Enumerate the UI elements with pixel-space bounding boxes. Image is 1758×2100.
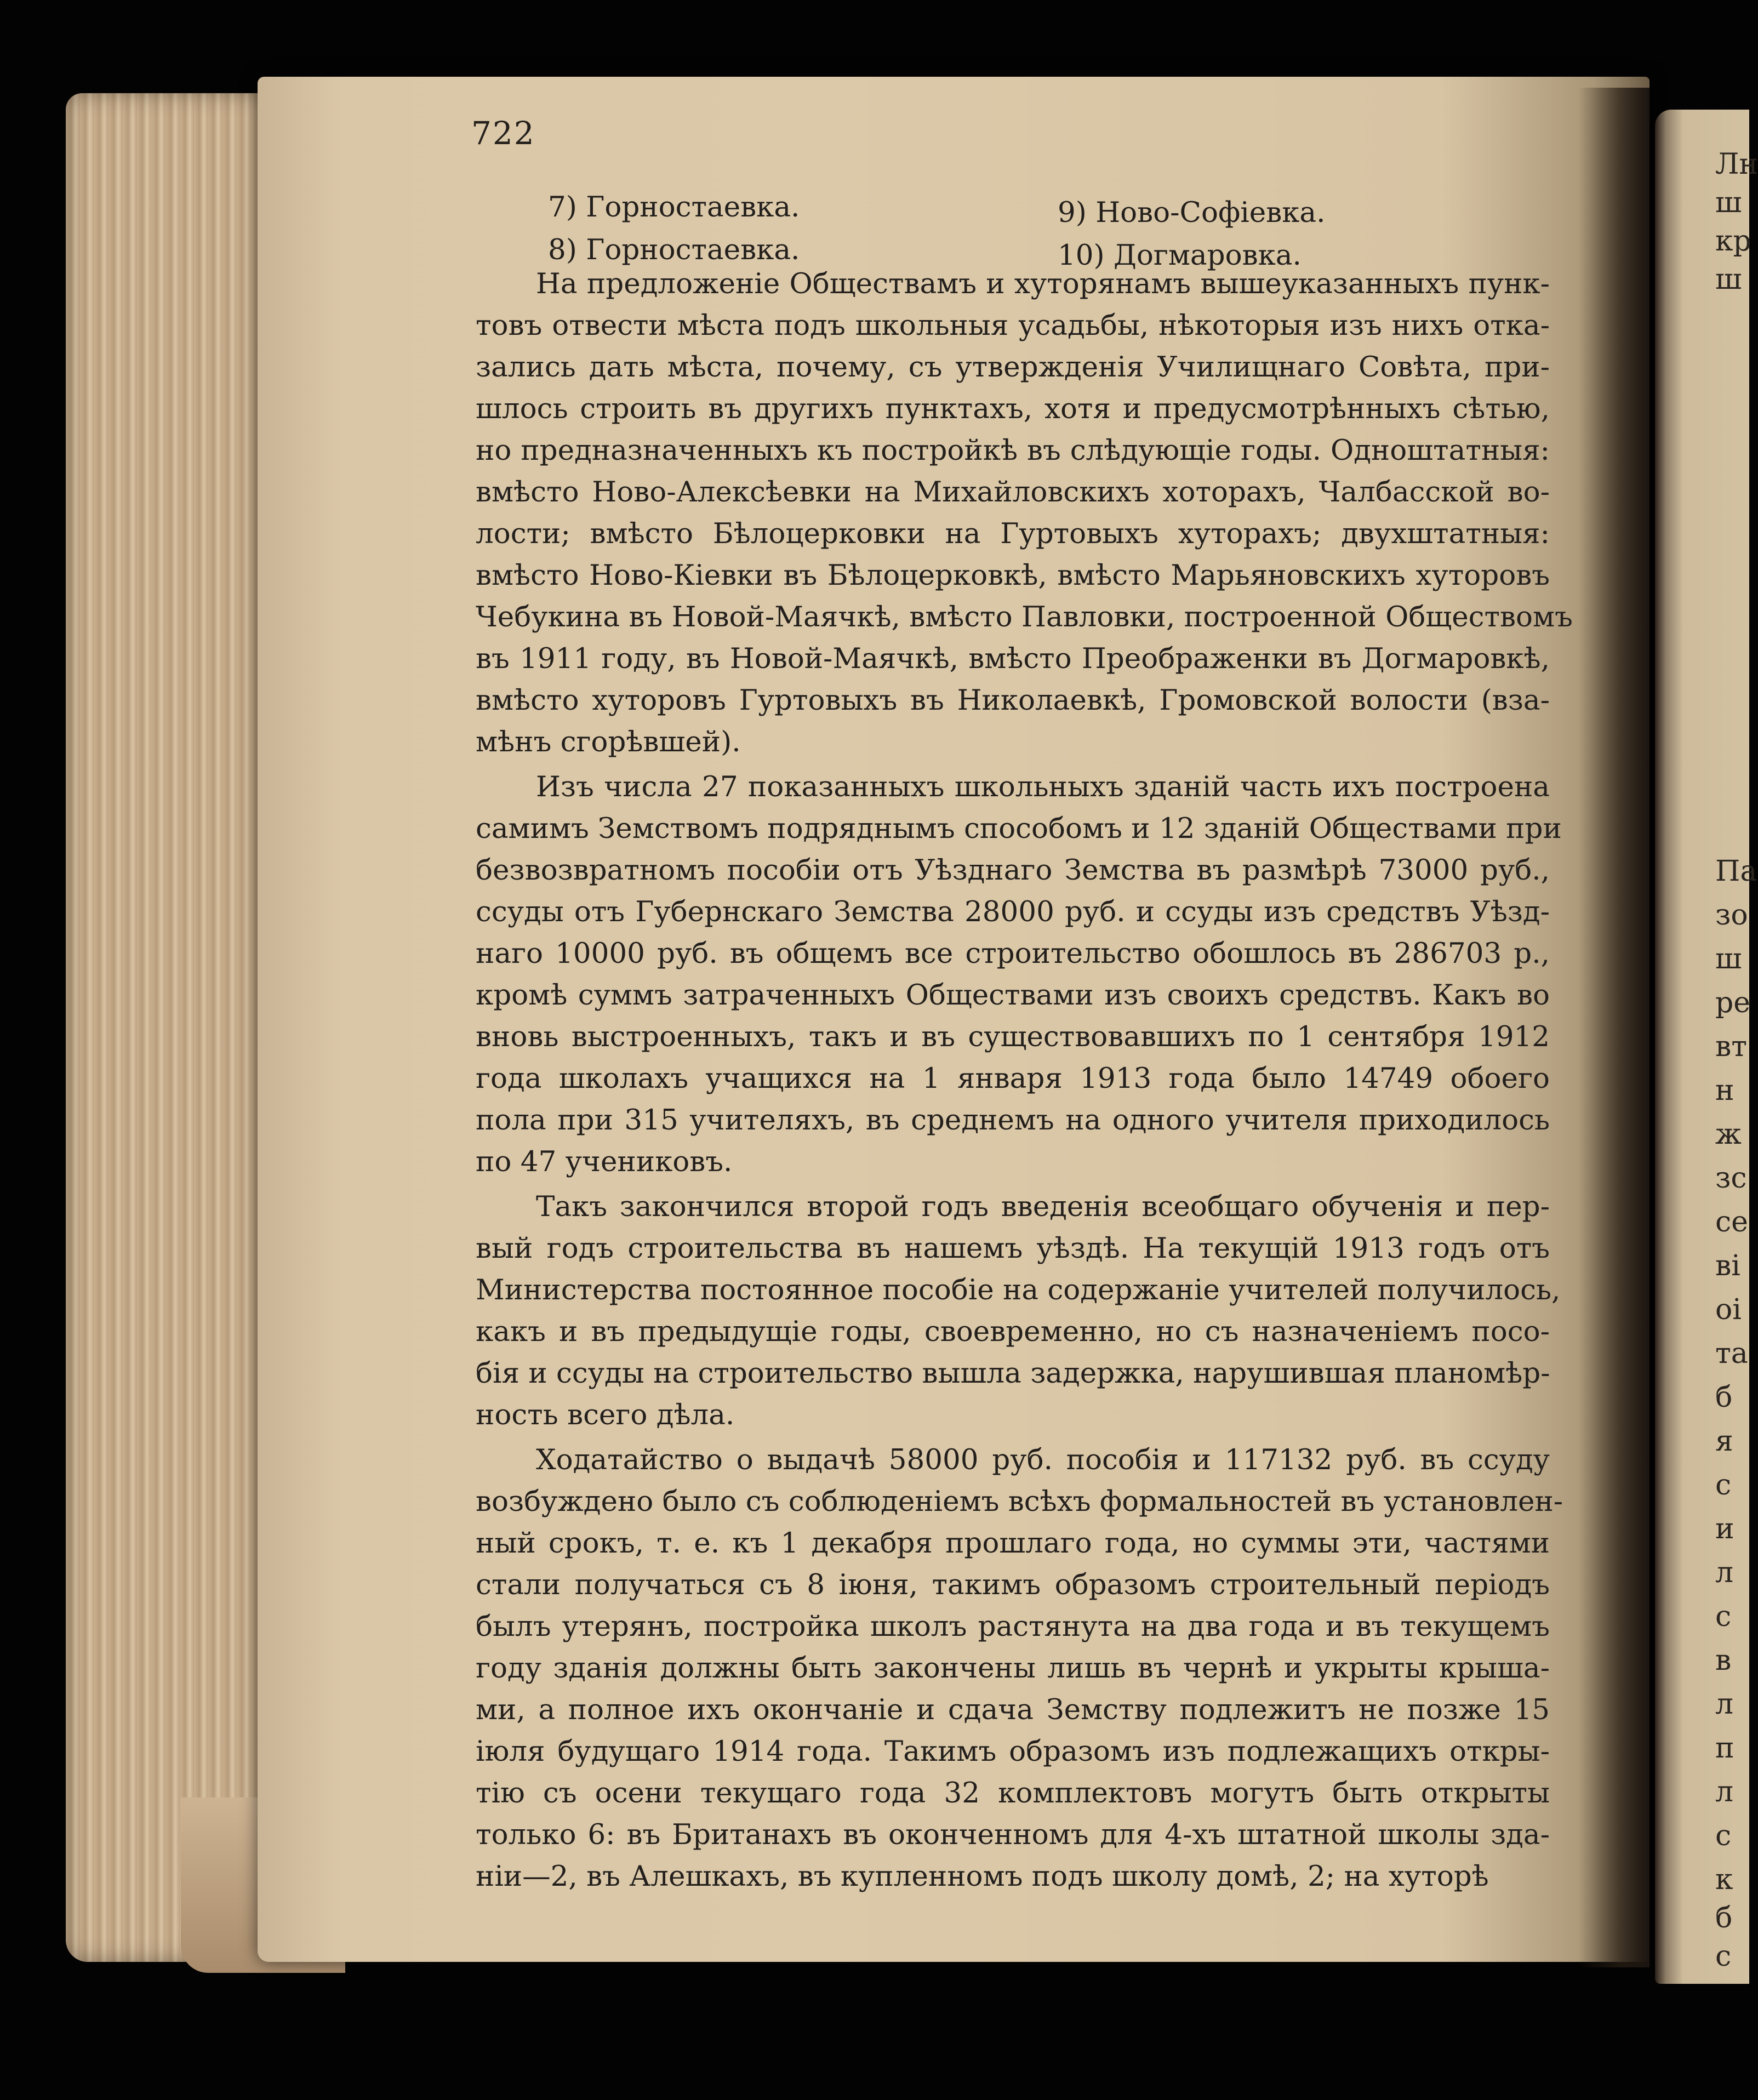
next-page-fragment: зо bbox=[1715, 899, 1748, 932]
text-line: Такъ закончился второй годъ введенія всеобщаго обученія и пер- bbox=[536, 1190, 1550, 1223]
text-line: ссуды отъ Губернскаго Земства 28000 руб. и ссуды изъ средствъ Уѣзд- bbox=[476, 895, 1550, 928]
text-line: іюля будущаго 1914 года. Такимъ образомъ изъ подлежащихъ откры- bbox=[476, 1735, 1550, 1768]
text-line: пола при 315 учителяхъ, въ среднемъ на одного учителя приходилось bbox=[476, 1104, 1550, 1137]
text-line: самимъ Земствомъ подряднымъ способомъ и 12 зданій Обществами при bbox=[476, 812, 1562, 845]
text-line: возбуждено было съ соблюденіемъ всѣхъ формальностей въ установлен- bbox=[476, 1485, 1563, 1518]
text-line: былъ утерянъ, постройка школъ растянута на два года и въ текущемъ bbox=[476, 1610, 1550, 1643]
paragraph bbox=[476, 766, 1562, 1183]
paragraph bbox=[476, 1439, 1563, 1897]
text-line: безвозвратномъ пособіи отъ Уѣзднаго Земства въ размѣрѣ 73000 руб., bbox=[476, 854, 1550, 887]
text-line: вый годъ строительства въ нашемъ уѣздѣ. На текущій 1913 годъ отъ bbox=[476, 1232, 1550, 1265]
paragraph bbox=[476, 263, 1573, 763]
next-page-fragment: Па bbox=[1715, 855, 1757, 888]
text-line: бія и ссуды на строительство вышла задержка, нарушившая планомѣр- bbox=[476, 1357, 1550, 1390]
next-page-fragment: оі bbox=[1715, 1293, 1742, 1326]
text-line: мѣнъ сгорѣвшей). bbox=[476, 726, 741, 758]
next-page-fragment: в bbox=[1715, 1644, 1732, 1677]
text-line: кромѣ суммъ затраченныхъ Обществами изъ своихъ средствъ. Какъ во bbox=[476, 979, 1550, 1012]
next-page-fragment: и bbox=[1715, 1513, 1734, 1545]
next-page-fragment: вт bbox=[1715, 1030, 1748, 1063]
next-page-fragment: н bbox=[1715, 1074, 1734, 1107]
next-page-fragment: се bbox=[1715, 1206, 1748, 1239]
next-page-fragment: б bbox=[1715, 1902, 1733, 1934]
text-line: ность всего дѣла. bbox=[476, 1399, 735, 1431]
text-line: лости; вмѣсто Бѣлоцерковки на Гуртовыхъ хуторахъ; двухштатныя: bbox=[476, 517, 1550, 550]
text-line: Министерства постоянное пособіе на содержаніе учителей получилось, bbox=[476, 1274, 1561, 1306]
next-page-edge bbox=[1655, 110, 1758, 1984]
text-line: только 6: въ Британахъ въ оконченномъ для 4-хъ штатной школы зда- bbox=[476, 1818, 1550, 1851]
next-page-fragment: с bbox=[1715, 1469, 1732, 1502]
text-line: Ходатайство о выдачѣ 58000 руб. пособія и 117132 руб. въ ссуду bbox=[536, 1443, 1550, 1476]
body-text bbox=[476, 263, 1573, 1897]
text-line: какъ и въ предыдущіе годы, своевременно, но съ назначеніемъ посо- bbox=[476, 1315, 1550, 1348]
next-page-fragment: кр bbox=[1715, 225, 1751, 258]
next-page-fragment: л bbox=[1715, 1688, 1734, 1721]
text-line: но предназначенныхъ къ постройкѣ въ слѣдующіе годы. Одноштатныя: bbox=[476, 434, 1550, 467]
text-line: стали получаться съ 8 іюня, такимъ образомъ строительный періодъ bbox=[476, 1568, 1550, 1601]
next-page-fragment: Лн bbox=[1715, 148, 1758, 181]
text-line: вновь выстроенныхъ, такъ и въ существовавшихъ по 1 сентября 1912 bbox=[476, 1020, 1550, 1053]
next-page-fragment: я bbox=[1715, 1425, 1733, 1458]
next-page-fragment: б bbox=[1715, 1381, 1733, 1414]
next-page-fragment: к bbox=[1715, 1863, 1733, 1896]
next-page-fragment: ш bbox=[1715, 263, 1742, 296]
text-line: зались дать мѣста, почему, съ утвержденія Училищнаго Совѣта, при- bbox=[476, 351, 1550, 384]
paragraph bbox=[476, 1186, 1561, 1436]
list-item-8: 8) Горностаевка. bbox=[548, 233, 800, 266]
text-line: тію съ осени текущаго года 32 комплектовъ могутъ быть открыты bbox=[476, 1777, 1550, 1810]
text-line: вмѣсто хуторовъ Гуртовыхъ въ Николаевкѣ, Громовской волости (вза- bbox=[476, 684, 1550, 717]
text-line: ный срокъ, т. е. къ 1 декабря прошлаго года, но суммы эти, частями bbox=[476, 1527, 1550, 1560]
text-line: шлось строить въ другихъ пунктахъ, хотя и предусмотрѣнныхъ сѣтью, bbox=[476, 392, 1550, 425]
next-page-fragment: с bbox=[1715, 1940, 1732, 1973]
text-line: Чебукина въ Новой-Маячкѣ, вмѣсто Павловки, построенной Обществомъ bbox=[476, 601, 1573, 634]
text-line: по 47 учениковъ. bbox=[476, 1145, 733, 1178]
list-item-10: 10) Догмаровка. bbox=[1058, 239, 1302, 272]
text-line: вмѣсто Ново-Кіевки въ Бѣлоцерковкѣ, вмѣсто Марьяновскихъ хуторовъ bbox=[476, 559, 1550, 592]
text-line: году зданія должны быть закончены лишь въ чернѣ и укрыты крыша- bbox=[476, 1652, 1550, 1685]
next-page-fragment: п bbox=[1715, 1732, 1734, 1765]
next-page-fragment: л bbox=[1715, 1556, 1734, 1589]
gutter-shadow bbox=[1578, 88, 1649, 1967]
text-line: вмѣсто Ново-Алексѣевки на Михайловскихъ хоторахъ, Чалбасской во- bbox=[476, 476, 1550, 509]
text-line: ніи—2, въ Алешкахъ, въ купленномъ подъ школу домѣ, 2; на хуторѣ bbox=[476, 1860, 1489, 1893]
next-page-fragment: ш bbox=[1715, 186, 1742, 219]
text-line: товъ отвести мѣста подъ школьныя усадьбы, нѣкоторыя изъ нихъ отка- bbox=[476, 309, 1550, 342]
text-line: ми, а полное ихъ окончаніе и сдача Земству подлежитъ не позже 15 bbox=[476, 1693, 1550, 1726]
next-page-fragment: та bbox=[1715, 1337, 1748, 1370]
text-line: года школахъ учащихся на 1 января 1913 года было 14749 обоего bbox=[476, 1062, 1550, 1095]
next-page-fragment: ві bbox=[1715, 1249, 1740, 1282]
text-line: наго 10000 руб. въ общемъ все строительство обошлось въ 286703 р., bbox=[476, 937, 1550, 970]
text-line: На предложеніе Обществамъ и хуторянамъ вышеуказанныхъ пунк- bbox=[536, 267, 1550, 300]
next-page-fragment: ш bbox=[1715, 943, 1742, 975]
next-page-fragment: зс bbox=[1715, 1162, 1747, 1195]
text-line: Изъ числа 27 показанныхъ школьныхъ зданій часть ихъ построена bbox=[536, 771, 1550, 803]
next-page-fragment: ж bbox=[1715, 1118, 1742, 1151]
next-page-fragment: с bbox=[1715, 1819, 1732, 1852]
next-page-fragment: с bbox=[1715, 1600, 1732, 1633]
next-page-fragment: ре bbox=[1715, 986, 1751, 1019]
list-item-9: 9) Ново-Софіевка. bbox=[1058, 196, 1326, 229]
list-item-7: 7) Горностаевка. bbox=[548, 191, 800, 224]
text-line: въ 1911 году, въ Новой-Маячкѣ, вмѣсто Преображенки въ Догмаровкѣ, bbox=[476, 642, 1550, 675]
next-page-fragment: л bbox=[1715, 1776, 1734, 1808]
page-number: 722 bbox=[471, 115, 535, 152]
